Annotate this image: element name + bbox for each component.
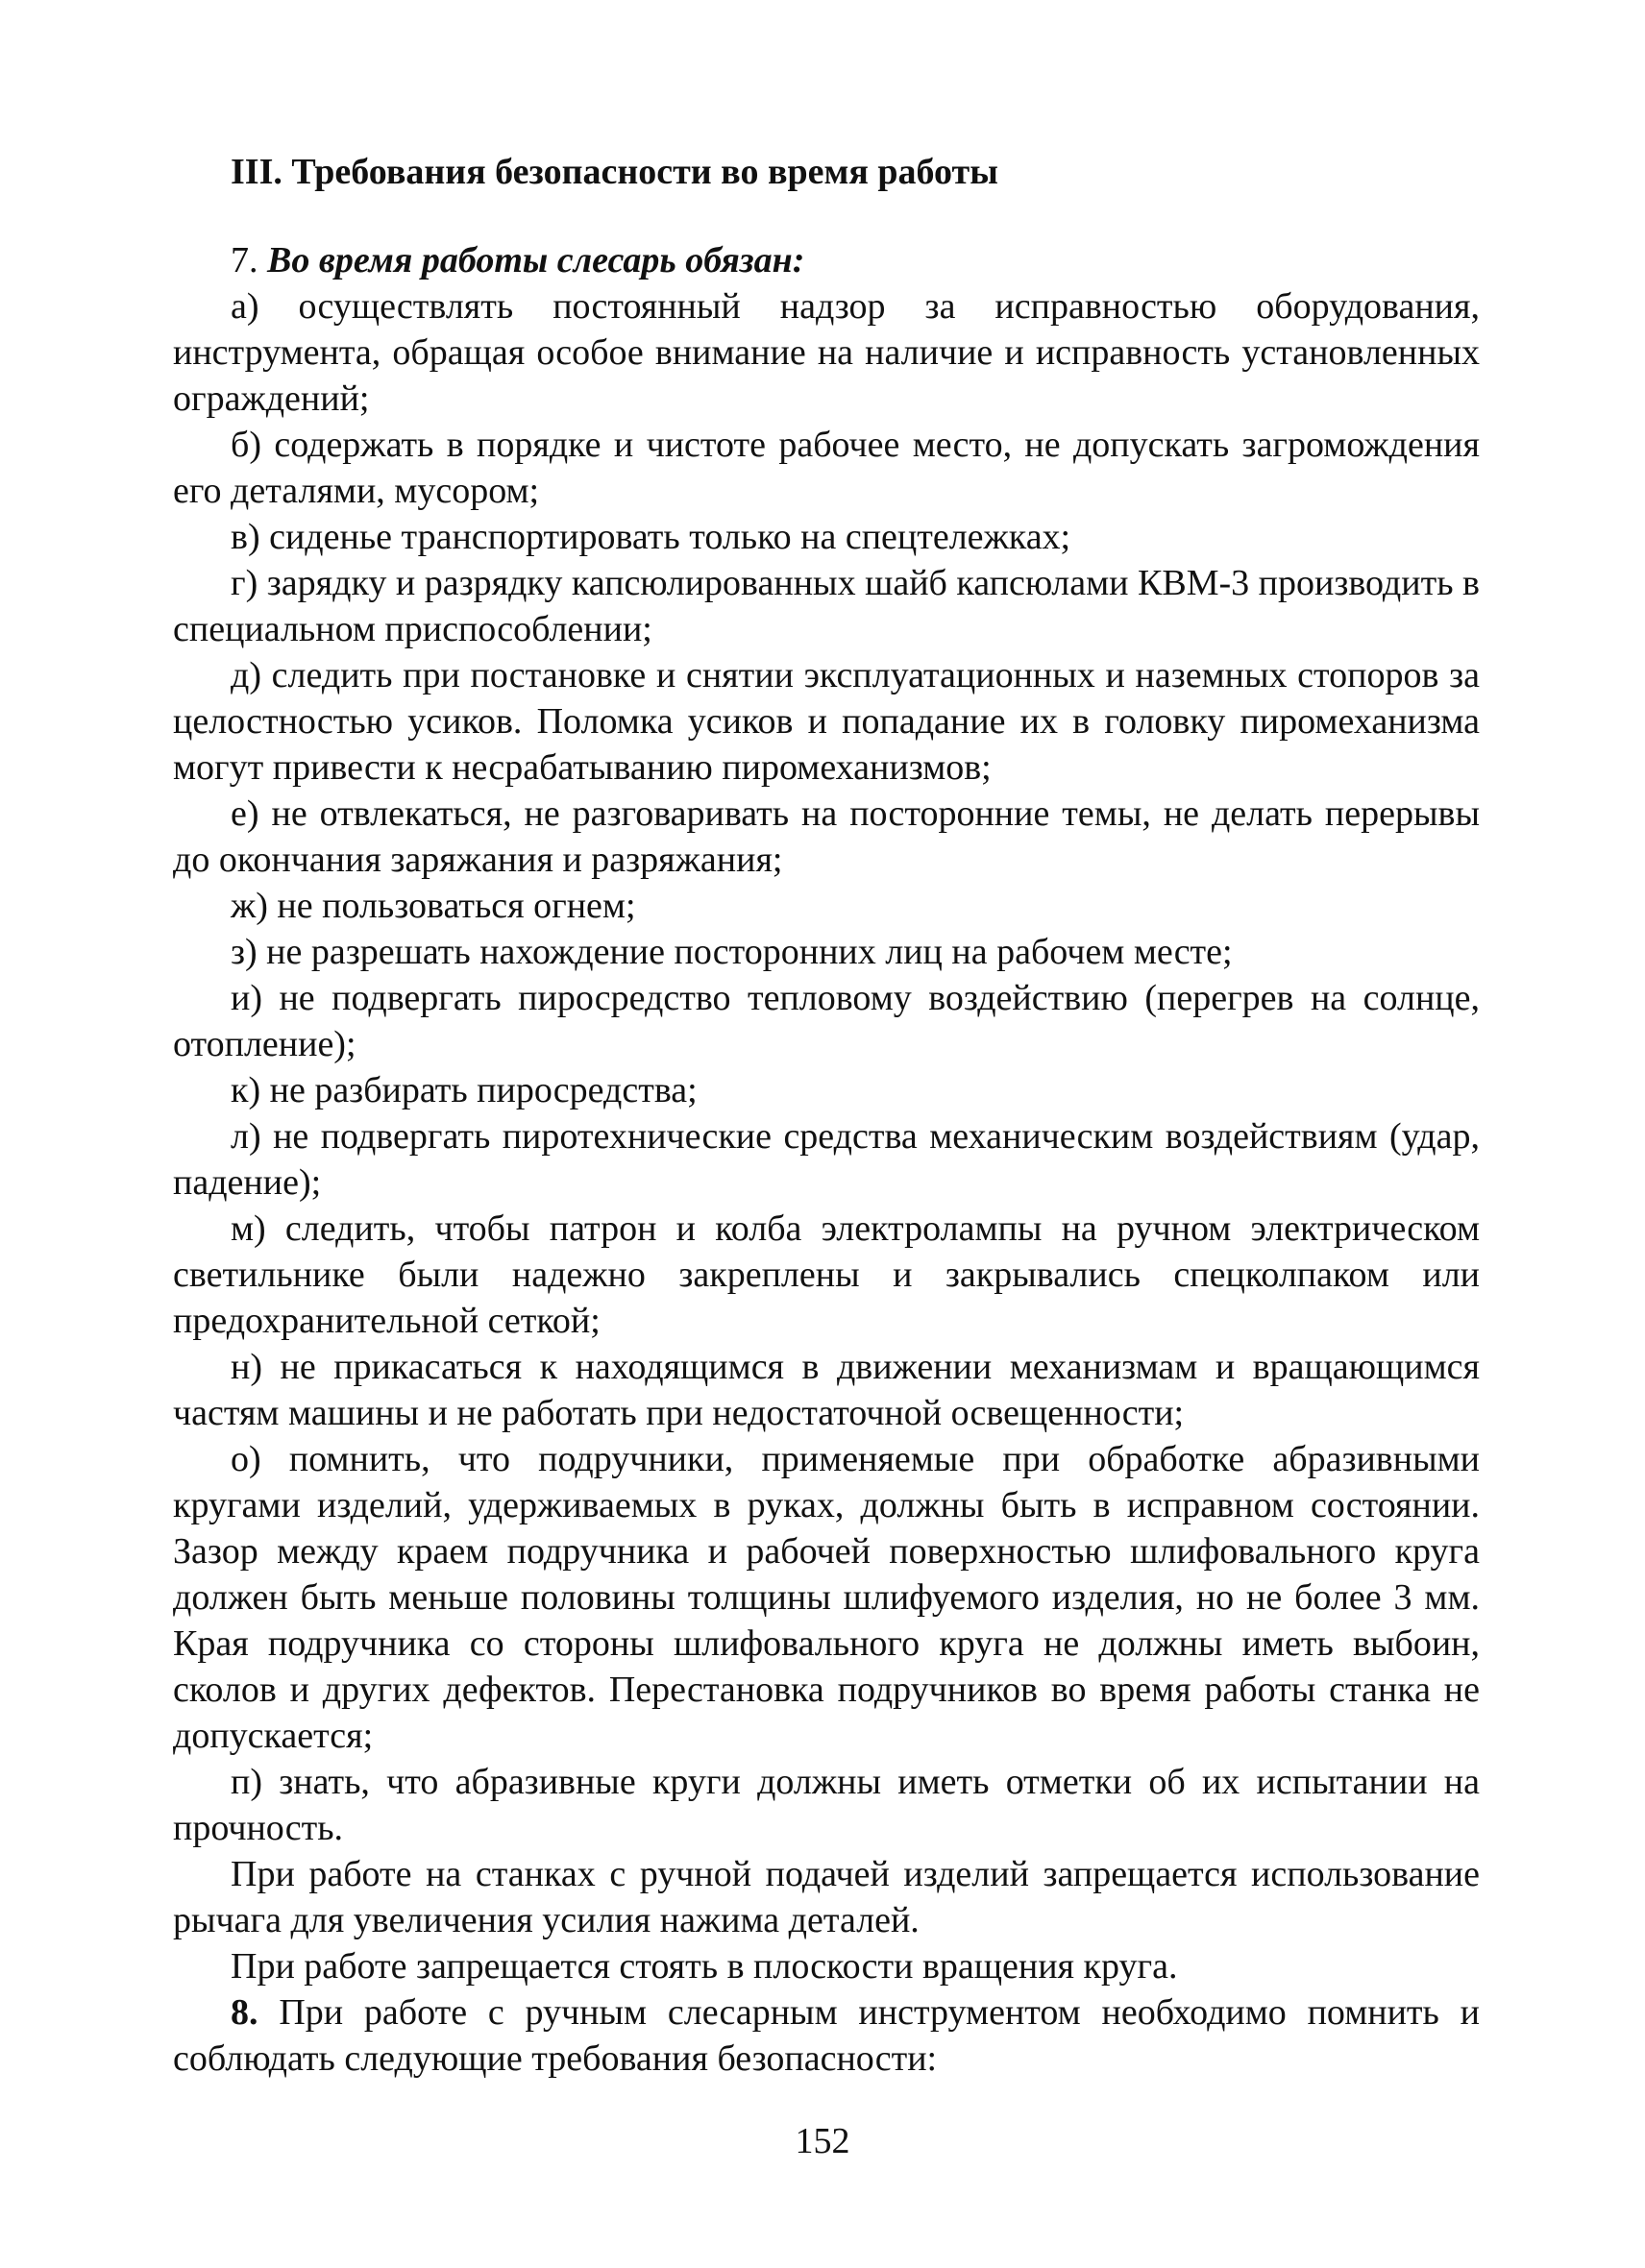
list-item: и) не подвергать пиросредство тепловому воздействию (перегрев на солнце, отопление); <box>173 978 1480 1064</box>
list-item: е) не отвлекаться, не разговаривать на посторонние темы, не делать перерывы до окончания заряжания и разряжания; <box>173 793 1480 880</box>
clause-8-paragraph <box>173 1989 1480 2082</box>
list-item: о) помнить, что подручники, применяемые при обработке абразивными кругами изделий, удерживаемых в руках, должны быть в исправном состоянии. Зазор между краем подручника и рабочей поверхностью шлифовального круга должен быть меньше половины толщины шлифуемого изделия, но не более 3 мм. Края подручника со стороны шлифовального круга не должны иметь выбоин, сколов и других дефектов. Перестановка подручников во время работы станка не допускается; <box>173 1439 1480 1756</box>
clause-7-number: 7. <box>231 240 258 280</box>
list-item: л) не подвергать пиротехнические средства механическим воздействиям (удар, падение); <box>173 1116 1480 1203</box>
clause-8-text: При работе с ручным слесарным инструментом необходимо помнить и соблюдать следующие требования безопасности: <box>173 1992 1481 2079</box>
note-paragraph: При работе запрещается стоять в плоскости вращения круга. <box>231 1946 1178 1987</box>
page-number: 152 <box>795 2121 850 2161</box>
list-item: в) сиденье транспортировать только на спецтележках; <box>231 517 1071 557</box>
list-item: п) знать, что абразивные круги должны иметь отметки об их испытании на прочность. <box>173 1762 1480 1848</box>
section-title: III. Требования безопасности во время работы <box>231 152 998 192</box>
list-item: м) следить, чтобы патрон и колба электролампы на ручном электрическом светильнике были надежно закреплены и закрывались спецколпаком или предохранительной сеткой; <box>173 1208 1480 1341</box>
list-item: ж) не пользоваться огнем; <box>231 886 636 926</box>
list-item: н) не прикасаться к находящимся в движении механизмам и вращающимся частям машины и не работать при недостаточной освещенности; <box>173 1347 1480 1433</box>
clause-7-items <box>173 283 1480 1851</box>
note-paragraph: При работе на станках с ручной подачей изделий запрещается использование рычага для увеличения усилия нажима деталей. <box>173 1854 1480 1940</box>
list-item: а) осуществлять постоянный надзор за исправностью оборудования, инструмента, обращая особое внимание на наличие и исправность установленных ограждений; <box>173 286 1480 419</box>
list-item: б) содержать в порядке и чистоте рабочее место, не допускать загромождения его деталями, мусором; <box>173 425 1480 511</box>
list-item: г) зарядку и разрядку капсюлированных шайб капсюлами КВМ-3 производить в специальном приспособлении; <box>173 563 1480 649</box>
list-item: д) следить при постановке и снятии эксплуатационных и наземных стопоров за целостностью усиков. Поломка усиков и попадание их в головку пиромеханизма могут привести к несрабатыванию пиромеханизмов; <box>173 655 1480 788</box>
clause-7-heading <box>231 237 1480 283</box>
list-item: з) не разрешать нахождение посторонних лиц на рабочем месте; <box>231 932 1233 972</box>
clause-8-number: 8. <box>231 1992 258 2033</box>
document-page <box>173 149 1480 2214</box>
clause-7-title: Во время работы слесарь обязан: <box>267 240 805 280</box>
list-item: к) не разбирать пиросредства; <box>231 1070 698 1110</box>
